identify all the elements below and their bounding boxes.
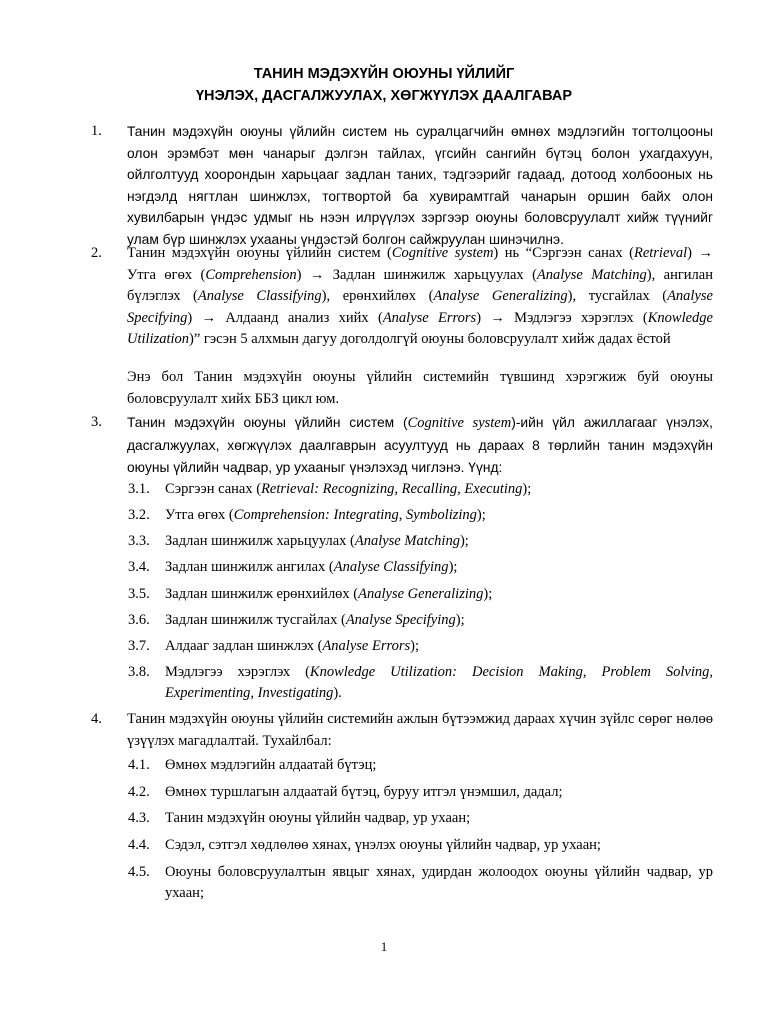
- sub-item-text: Задлан шинжилж ерөнхийлөх (Analyse Generalizing);: [165, 586, 493, 602]
- sub-item-text: Задлан шинжилж харьцуулах (Analyse Matching);: [165, 533, 469, 549]
- item-number: 3.: [91, 414, 102, 430]
- sub-item-text: Өмнөх мэдлэгийн алдаатай бүтэц;: [165, 757, 377, 773]
- sub-item-text: Мэдлэгээ хэрэглэх (Knowledge Utilization: Decision Making, Problem Solving, Experimenting, Investigating).: [165, 664, 713, 701]
- title-line-2: ҮНЭЛЭХ, ДАСГАЛЖУУЛАХ, ХӨГЖҮҮЛЭХ ДААЛГАВАР: [195, 88, 573, 104]
- item-text: Танин мэдэхүйн оюуны үйлийн систем нь суралцагчийн өмнөх мэдлэгийн тогтолцооны олон эрэмбэт мөн чанарыг дэлгэн тайлах, үгсийн сангийн бүтэц болон ухагдахуун, ойлголтууд хоорондын харьцааг задлан таних, тэдгээрийг гадаад, дотоод холбооных нь нэгдэлд нягтлан шинжлэх, тогтвортой ба хувирамтгай чанарын оршин байх олон хувилбарын үндэс удмыг нь нээн илрүүлэх зэргээр оюуны боловсруулалт хийж түүнийг улам бүр шинжлэх ухааны үндэстэй болгон сайжруулан шинэчилнэ.: [127, 124, 713, 247]
- sub-item-text: Задлан шинжилж тусгайлах (Analyse Specifying);: [165, 612, 465, 628]
- title-line-1: ТАНИН МЭДЭХҮЙН ОЮУНЫ ҮЙЛИЙГ: [253, 66, 515, 82]
- sub-item-number: 4.5.: [128, 864, 150, 880]
- item-2-note: Энэ бол Танин мэдэхүйн оюуны үйлийн системийн түвшинд хэрэгжиж буй оюуны боловсруулалт хийх ББЗ цикл юм.: [127, 369, 713, 407]
- sub-item-number: 4.3.: [128, 810, 150, 826]
- sub-item-number: 3.2.: [128, 507, 150, 523]
- sub-item-number: 4.1.: [128, 757, 150, 773]
- item-number: 1.: [91, 123, 102, 139]
- sub-item-text: Алдааг задлан шинжлэх (Analyse Errors);: [165, 638, 419, 654]
- page-number: 1: [380, 940, 388, 954]
- sub-item-text: Сэдэл, сэтгэл хөдлөлөө хянах, үнэлэх оюуны үйлийн чадвар, ур ухаан;: [165, 837, 601, 853]
- item-text: Танин мэдэхүйн оюуны үйлийн системийн ажлын бүтээмжид дараах хүчин зүйлс сөрөг нөлөө үзүүлэх магадлалтай. Тухайлбал:: [127, 711, 713, 749]
- sub-item-number: 3.3.: [128, 533, 150, 549]
- sub-item-number: 3.7.: [128, 638, 150, 654]
- sub-item-number: 3.4.: [128, 559, 150, 575]
- sub-item-number: 3.1.: [128, 481, 150, 497]
- sub-item-number: 4.2.: [128, 784, 150, 800]
- sub-item-text: Сэргээн санах (Retrieval: Recognizing, Recalling, Executing);: [165, 481, 532, 497]
- sub-item-number: 3.8.: [128, 664, 150, 680]
- item-text: Танин мэдэхүйн оюуны үйлийн систем (Cognitive system) нь “Сэргээн санах (Retrieval) → Утга өгөх (Comprehension) → Задлан шинжилж харьцуулах (Analyse Matching), ангилан бүлэглэх (Analyse Classifying), ерөнхийлөх (Analyse Generalizing), тусгайлах (Analyse Specifying) → Алдаанд анализ хийх (Analyse Errors) → Мэдлэгээ хэрэглэх (Knowledge Utilization)” гэсэн 5 алхмын дагуу доголдолгүй оюуны боловсруулалт хийж дадах ёстой: [127, 245, 713, 347]
- sub-item-text: Оюуны боловсруулалтын явцыг хянах, удирдан жолоодох оюуны үйлийн чадвар, ур ухаан;: [165, 864, 713, 901]
- sub-item-number: 3.6.: [128, 612, 150, 628]
- item-number: 4.: [91, 711, 102, 727]
- sub-item-text: Задлан шинжилж ангилах (Analyse Classifying);: [165, 559, 458, 575]
- item-number: 2.: [91, 245, 102, 261]
- sub-item-text: Өмнөх туршлагын алдаатай бүтэц, буруу итгэл үнэмшил, дадал;: [165, 784, 563, 800]
- item-text: Танин мэдэхүйн оюуны үйлийн систем (Cognitive system)-ийн үйл ажиллагааг үнэлэх, дасгалжуулах, хөгжүүлэх даалгаврын асуултууд нь дараах 8 төрлийн танин мэдэхүйн оюуны үйлийн чадвар, ур ухааныг үнэлэхэд чиглэнэ. Үүнд:: [127, 415, 713, 475]
- sub-item-number: 4.4.: [128, 837, 150, 853]
- sub-item-text: Утга өгөх (Comprehension: Integrating, Symbolizing);: [165, 507, 486, 523]
- sub-item-number: 3.5.: [128, 586, 150, 602]
- sub-item-text: Танин мэдэхүйн оюуны үйлийн чадвар, ур ухаан;: [165, 810, 471, 826]
